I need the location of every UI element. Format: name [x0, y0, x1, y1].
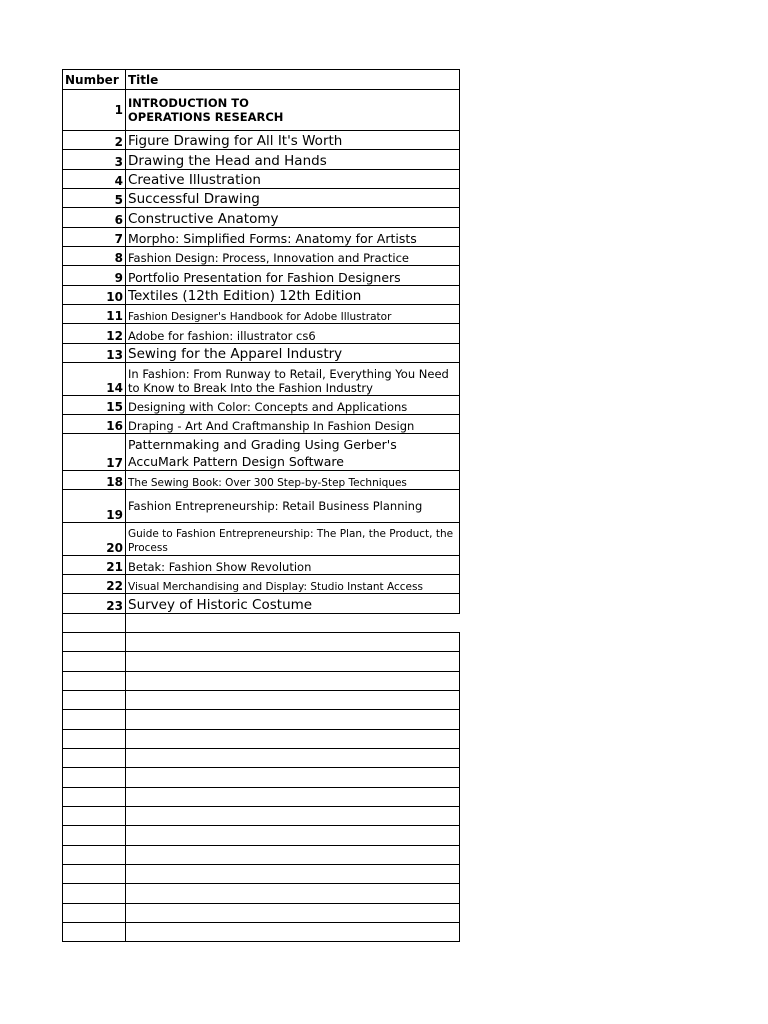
row-title: Creative Illustration [126, 170, 460, 189]
empty-cell [126, 633, 460, 652]
empty-cell [126, 749, 460, 768]
row-number: 3 [63, 150, 126, 170]
row-number: 19 [63, 490, 126, 523]
table-row [63, 471, 460, 490]
row-number: 13 [63, 344, 126, 363]
table-row [63, 594, 460, 614]
row-number: 8 [63, 247, 126, 266]
empty-cell [126, 826, 460, 846]
row-title: Patternmaking and Grading Using Gerber's AccuMark Pattern Design Software [126, 434, 460, 471]
empty-cell [63, 846, 126, 865]
empty-cell [63, 730, 126, 749]
row-number: 10 [63, 286, 126, 305]
empty-row [63, 807, 460, 826]
row-title: Morpho: Simplified Forms: Anatomy for Artists [126, 228, 460, 247]
row-title: In Fashion: From Runway to Retail, Everything You Need to Know to Break Into the Fashion Industry [126, 363, 460, 396]
row-title-line-1: INTRODUCTION TO [128, 96, 249, 110]
empty-cell [63, 691, 126, 710]
row-title-line-2: OPERATIONS RESEARCH [128, 110, 284, 124]
table-row [63, 575, 460, 594]
empty-row [63, 768, 460, 788]
row-number: 22 [63, 575, 126, 594]
row-number: 20 [63, 523, 126, 556]
row-title: Fashion Design: Process, Innovation and Practice [126, 247, 460, 266]
row-title: Constructive Anatomy [126, 208, 460, 228]
table-row [63, 208, 460, 228]
row-title: Survey of Historic Costume [126, 594, 460, 614]
empty-row [63, 672, 460, 691]
empty-row [63, 730, 460, 749]
empty-cell [63, 710, 126, 730]
row-title: Portfolio Presentation for Fashion Designers [126, 266, 460, 286]
row-title: Visual Merchandising and Display: Studio Instant Access [126, 575, 460, 594]
row-number: 2 [63, 131, 126, 150]
table-row [63, 344, 460, 363]
empty-cell [126, 904, 460, 923]
row-number: 23 [63, 594, 126, 614]
empty-cell [63, 614, 126, 633]
empty-cell [63, 633, 126, 652]
empty-row [63, 691, 460, 710]
empty-row [63, 652, 460, 672]
table-row [63, 415, 460, 434]
header-number: Number [63, 70, 126, 90]
empty-row [63, 884, 460, 904]
empty-cell [126, 788, 460, 807]
table-row [63, 189, 460, 208]
row-title: Sewing for the Apparel Industry [126, 344, 460, 363]
empty-cell [63, 826, 126, 846]
row-title: Figure Drawing for All It's Worth [126, 131, 460, 150]
table-row [63, 131, 460, 150]
table-row [63, 490, 460, 523]
row-number: 5 [63, 189, 126, 208]
row-number: 1 [63, 90, 126, 131]
empty-cell [63, 923, 126, 942]
table-row [63, 324, 460, 344]
row-number: 15 [63, 396, 126, 415]
table-row [63, 266, 460, 286]
empty-cell [63, 904, 126, 923]
empty-row [63, 904, 460, 923]
row-number: 11 [63, 305, 126, 324]
empty-cell [126, 730, 460, 749]
row-number: 16 [63, 415, 126, 434]
empty-cell [126, 846, 460, 865]
header-row [63, 70, 460, 90]
row-number: 4 [63, 170, 126, 189]
table-row [63, 286, 460, 305]
table-row [63, 150, 460, 170]
table-row [63, 170, 460, 189]
table-row [63, 90, 460, 131]
row-title: The Sewing Book: Over 300 Step-by-Step Techniques [126, 471, 460, 490]
empty-row [63, 749, 460, 768]
empty-cell [63, 788, 126, 807]
empty-cell [126, 672, 460, 691]
table-row [63, 228, 460, 247]
row-number: 14 [63, 363, 126, 396]
empty-row [63, 710, 460, 730]
empty-cell [63, 672, 126, 691]
empty-cell [126, 884, 460, 904]
row-title: Betak: Fashion Show Revolution [126, 556, 460, 575]
row-title: Textiles (12th Edition) 12th Edition [126, 286, 460, 305]
table-row [63, 363, 460, 396]
row-title: Fashion Entrepreneurship: Retail Business Planning [126, 490, 460, 523]
row-title: Designing with Color: Concepts and Applications [126, 396, 460, 415]
empty-cell [63, 807, 126, 826]
empty-row [63, 846, 460, 865]
table-row [63, 247, 460, 266]
empty-cell [126, 807, 460, 826]
table-row [63, 523, 460, 556]
row-number: 18 [63, 471, 126, 490]
row-title: Successful Drawing [126, 189, 460, 208]
table-row [63, 305, 460, 324]
row-title: Draping - Art And Craftmanship In Fashion Design [126, 415, 460, 434]
empty-cell [126, 710, 460, 730]
empty-cell [63, 652, 126, 672]
row-number: 9 [63, 266, 126, 286]
row-number: 17 [63, 434, 126, 471]
row-title: Fashion Designer's Handbook for Adobe Illustrator [126, 305, 460, 324]
row-title: Drawing the Head and Hands [126, 150, 460, 170]
table-row [63, 556, 460, 575]
empty-cell [126, 768, 460, 788]
empty-cell [126, 691, 460, 710]
empty-cell [126, 652, 460, 672]
empty-row [63, 865, 460, 884]
row-number: 21 [63, 556, 126, 575]
header-title: Title [126, 70, 460, 90]
row-number: 12 [63, 324, 126, 344]
empty-row [63, 826, 460, 846]
empty-row [63, 923, 460, 942]
empty-row [63, 788, 460, 807]
empty-row [63, 614, 460, 633]
empty-cell [63, 884, 126, 904]
empty-row [63, 633, 460, 652]
row-title: Guide to Fashion Entrepreneurship: The Plan, the Product, the Process [126, 523, 460, 556]
empty-cell [63, 768, 126, 788]
row-number: 7 [63, 228, 126, 247]
row-number: 6 [63, 208, 126, 228]
row-title: Adobe for fashion: illustrator cs6 [126, 324, 460, 344]
table-row [63, 434, 460, 471]
book-list-table [62, 69, 460, 942]
empty-cell [126, 865, 460, 884]
table-row [63, 396, 460, 415]
row-title [126, 90, 460, 131]
empty-cell [63, 749, 126, 768]
empty-cell [63, 865, 126, 884]
empty-cell [126, 614, 460, 633]
empty-cell [126, 923, 460, 942]
